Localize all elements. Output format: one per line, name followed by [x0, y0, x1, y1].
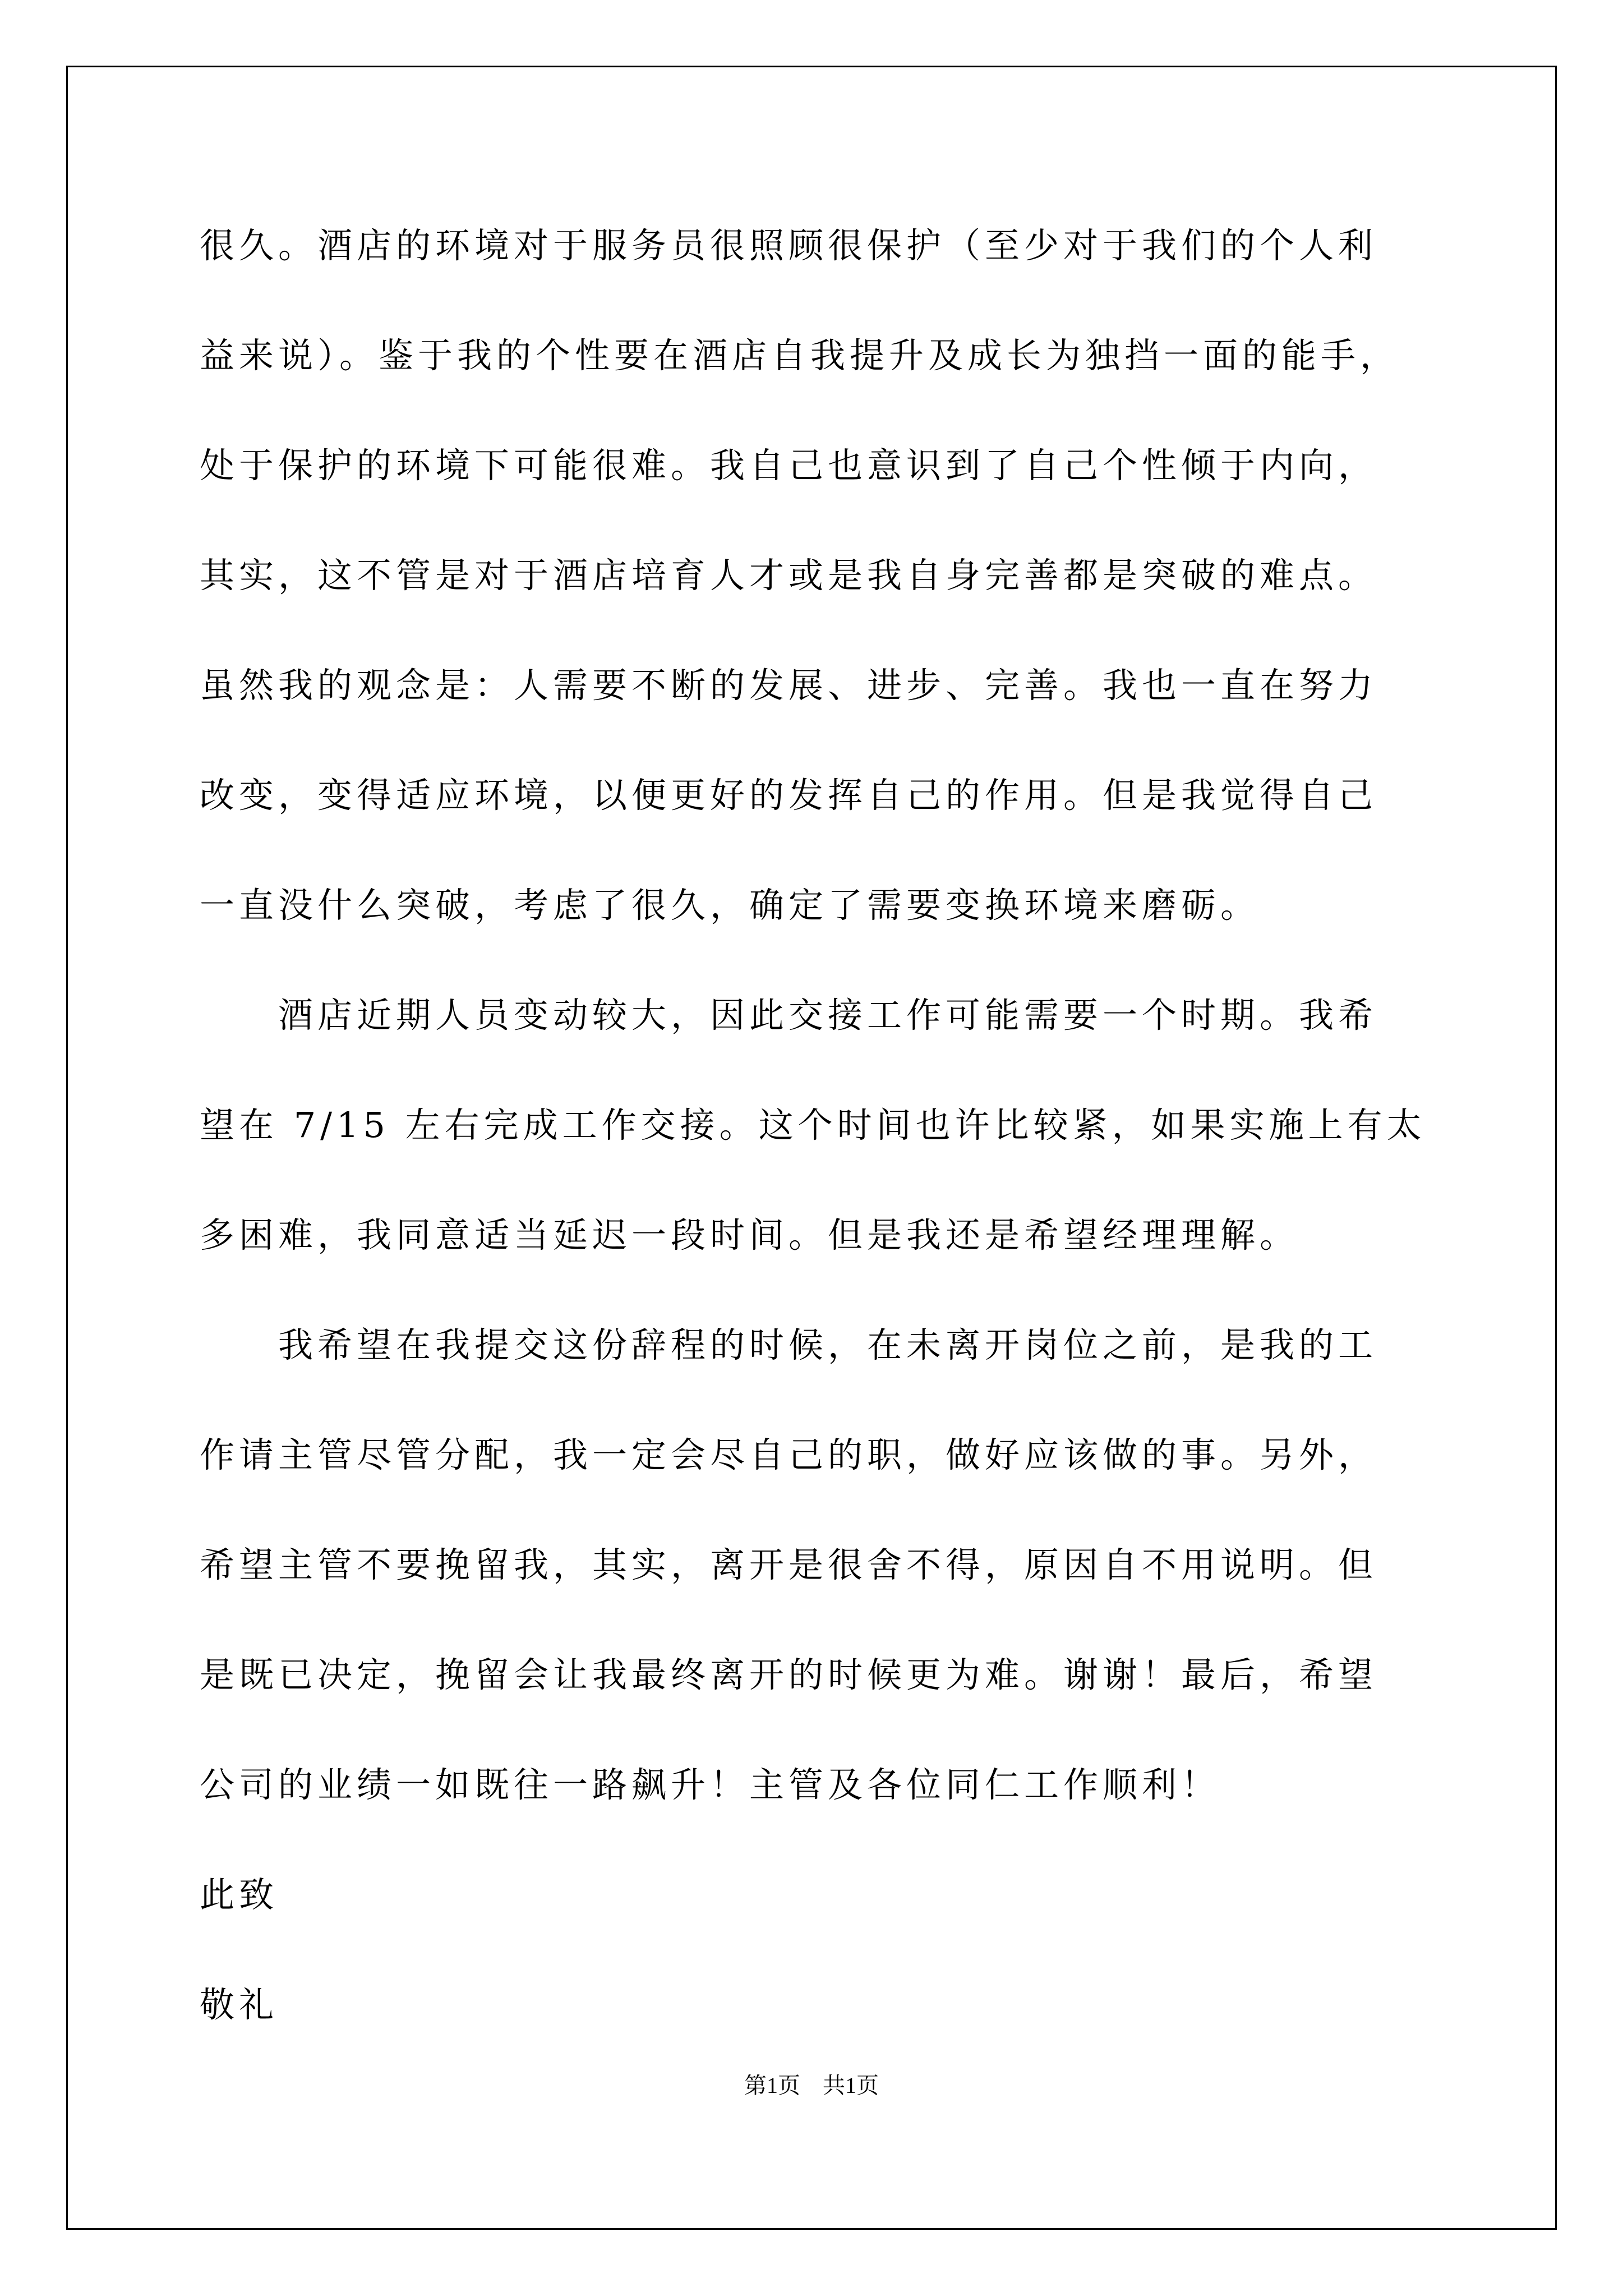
- closing-regards: 敬礼: [200, 1984, 279, 2025]
- body-line-3: 处于保护的环境下可能很难。我自己也意识到了自己个性倾于内向，: [200, 445, 1378, 486]
- body-line-14: 是既已决定，挽留会让我最终离开的时候更为难。谢谢！最后，希望: [200, 1654, 1378, 1695]
- body-line-2: 益来说）。鉴于我的个性要在酒店自我提升及成长为独挡一面的能手，: [200, 335, 1400, 376]
- body-line-15: 公司的业绩一如既往一路飙升！主管及各位同仁工作顺利！: [200, 1764, 1221, 1805]
- body-line-8: 酒店近期人员变动较大，因此交接工作可能需要一个时期。我希: [200, 995, 1378, 1036]
- body-line-11: 我希望在我提交这份辞程的时候，在未离开岗位之前，是我的工: [200, 1324, 1378, 1365]
- closing-salutation: 此致: [200, 1874, 279, 1915]
- body-line-1: 很久。酒店的环境对于服务员很照顾很保护（至少对于我们的个人利: [200, 225, 1378, 266]
- body-line-9: 望在 7/15 左右完成工作交接。这个时间也许比较紧，如果实施上有太: [200, 1105, 1426, 1145]
- body-line-12: 作请主管尽管分配，我一定会尽自己的职，做好应该做的事。另外，: [200, 1434, 1378, 1475]
- body-line-6: 改变，变得适应环境，以便更好的发挥自己的作用。但是我觉得自己: [200, 775, 1378, 816]
- body-line-4: 其实，这不管是对于酒店培育人才或是我自身完善都是突破的难点。: [200, 555, 1378, 596]
- page-number-footer: 第1页 共1页: [744, 2073, 879, 2098]
- body-line-13: 希望主管不要挽留我，其实，离开是很舍不得，原因自不用说明。但: [200, 1544, 1378, 1585]
- body-line-10: 多困难，我同意适当延迟一段时间。但是我还是希望经理理解。: [200, 1214, 1299, 1255]
- body-line-7: 一直没什么突破，考虑了很久，确定了需要变换环境来磨砺。: [200, 885, 1260, 926]
- body-line-5: 虽然我的观念是：人需要不断的发展、进步、完善。我也一直在努力: [200, 665, 1378, 706]
